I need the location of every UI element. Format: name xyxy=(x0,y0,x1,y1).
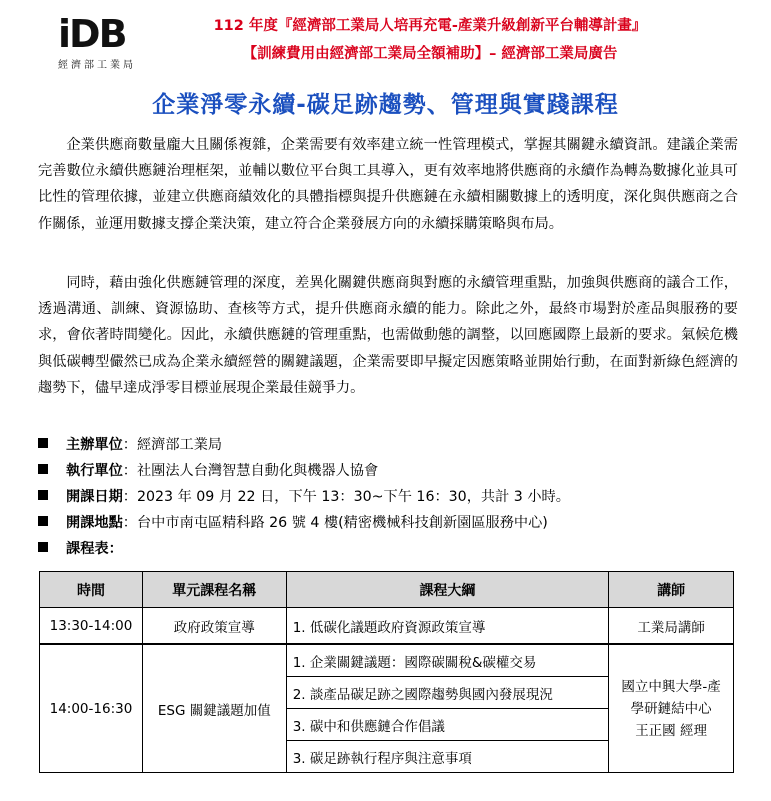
row2-outline-4: 3. 碳足跡執行程序與注意事項 xyxy=(286,741,608,773)
schedule-colon: ： xyxy=(108,541,123,557)
date-label: 開課日期 xyxy=(66,489,123,505)
organizer-item xyxy=(38,432,738,458)
bullet-square-icon xyxy=(38,438,48,448)
row1-outline: 1. 低碳化議題政府資源政策宣導 xyxy=(286,608,608,645)
location-value: ：台中市南屯區精科路 26 號 4 樓(精密機械科技創新園區服務中心) xyxy=(122,515,548,531)
header-unit: 單元課程名稱 xyxy=(142,572,286,608)
bullet-square-icon xyxy=(38,516,48,526)
bullet-square-icon xyxy=(38,542,48,552)
row2-outline-3: 3. 碳中和供應鏈合作倡議 xyxy=(286,709,608,741)
schedule-label: 課程表 xyxy=(66,541,109,557)
course-info-list xyxy=(38,432,738,562)
schedule-item xyxy=(38,536,738,562)
page-header xyxy=(0,0,771,80)
executor-value: ：社團法人台灣智慧自動化與機器人協會 xyxy=(122,463,379,479)
date-item xyxy=(38,484,738,510)
organizer-value: ：經濟部工業局 xyxy=(122,437,223,453)
organizer-label: 主辦單位 xyxy=(66,437,123,453)
location-label: 開課地點 xyxy=(66,515,123,531)
table-header-row xyxy=(40,572,734,608)
location-item xyxy=(38,510,738,536)
header-outline: 課程大綱 xyxy=(286,572,608,608)
header-speaker: 講師 xyxy=(609,572,734,608)
speaker-line-1: 國立中興大學-產 xyxy=(621,678,721,695)
speaker-line-2: 學研鏈結中心 xyxy=(630,700,712,717)
row2-outline-1: 1. 企業關鍵議題：國際碳關稅&碳權交易 xyxy=(286,644,608,677)
logo-mark: iDB xyxy=(58,12,126,56)
executor-label: 執行單位 xyxy=(66,463,123,479)
date-value: ：2023 年 09 月 22 日，下午 13：30~下午 16：30，共計 3 小時。 xyxy=(122,489,570,505)
row2-speaker xyxy=(609,644,734,773)
row1-unit: 政府政策宣導 xyxy=(142,608,286,645)
speaker-line-3: 王正國 經理 xyxy=(635,722,707,739)
table-row xyxy=(40,608,734,645)
header-time: 時間 xyxy=(40,572,143,608)
bullet-square-icon xyxy=(38,464,48,474)
subsidy-notice: 【訓練費用由經濟部工業局全額補助】– 經濟部工業局廣告 xyxy=(242,46,618,62)
schedule-table xyxy=(39,571,734,773)
row2-unit: ESG 關鍵議題加值 xyxy=(142,644,286,773)
logo-subtitle: 經濟部工業局 xyxy=(58,60,136,71)
course-title: 企業淨零永續-碳足跡趨勢、管理與實踐課程 xyxy=(152,92,619,118)
executor-item xyxy=(38,458,738,484)
intro-paragraph-1: 企業供應商數量龐大且關係複雜，企業需要有效率建立統一性管理模式，掌握其關鍵永續資訊。建議企業需完善數位永續供應鏈治理框架，並輔以數位平台與工具導入，更有效率地將供應商的永續作為轉為數據化並具可比性的管理依據，並建立供應商績效化的具體指標與提升供應鏈在永續相關數據上的透明度，深化與供應商之合作關係，並運用數據支撐企業決策，建立符合企業發展方向的永續採購策略與布局。 xyxy=(38,137,738,232)
row1-time: 13:30-14:00 xyxy=(40,608,143,645)
idb-logo xyxy=(58,14,142,72)
row1-speaker: 工業局講師 xyxy=(609,608,734,645)
row2-time: 14:00-16:30 xyxy=(40,644,143,773)
program-name: 112 年度『經濟部工業局人培再充電-產業升級創新平台輔導計畫』 xyxy=(213,18,647,34)
intro-paragraph-2: 同時，藉由強化供應鏈管理的深度，差異化關鍵供應商與對應的永續管理重點，加強與供應商的議合工作，透過溝通、訓練、資源協助、查核等方式，提升供應商永續的能力。除此之外，最終市場對於產品與服務的要求，會依著時間變化。因此，永續供應鏈的管理重點，也需做動態的調整，以回應國際上最新的要求。氣候危機與低碳轉型儼然已成為企業永續經營的關鍵議題，企業需要即早擬定因應策略並開始行動，在面對新綠色經濟的趨勢下，儘早達成淨零目標並展現企業最佳競爭力。 xyxy=(38,275,738,396)
row2-outline-2: 2. 談產品碳足跡之國際趨勢與國內發展現況 xyxy=(286,677,608,709)
table-row xyxy=(40,644,734,677)
bullet-square-icon xyxy=(38,490,48,500)
